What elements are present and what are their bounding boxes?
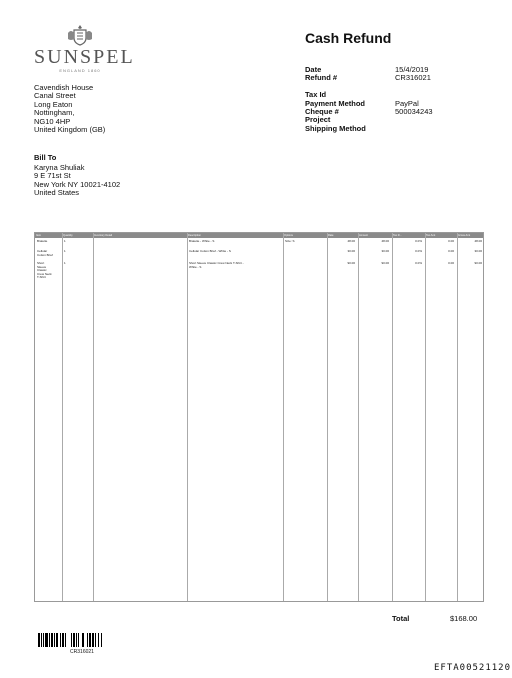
meta-label: Cheque # <box>305 107 339 117</box>
table-cell-qty: 1 <box>64 239 66 243</box>
meta-value <box>395 125 433 133</box>
table-header <box>35 233 483 238</box>
table-cell-rate: 30.00 <box>347 249 355 253</box>
from-line: Long Eaton <box>34 99 73 109</box>
column-header: Gross Amt <box>458 234 471 237</box>
from-address <box>34 84 105 134</box>
column-divider <box>392 233 393 601</box>
table-cell-item: Cellular Cotton Brief <box>37 249 53 257</box>
table-cell-taxr: 0.0% <box>415 239 422 243</box>
meta-value <box>395 83 433 91</box>
column-divider <box>93 233 94 601</box>
table-cell-qty: 1 <box>64 261 66 265</box>
meta-value <box>395 116 433 124</box>
bill-to-address <box>34 164 120 198</box>
column-header: Tax R... <box>393 234 402 237</box>
table-cell-taxr: 0.0% <box>415 249 422 253</box>
from-line: Nottingham, <box>34 108 75 118</box>
from-line: NG10 4HP <box>34 116 71 126</box>
meta-labels <box>305 66 366 133</box>
table-cell-taxamt: 0.00 <box>448 249 454 253</box>
table-cell-desc: Short Sleeve Classic Crew Neck T-Shirt - White - S <box>189 261 244 269</box>
brand-established: ENGLAND 1860 <box>59 68 101 73</box>
table-cell-item: Bralette <box>37 239 48 243</box>
table-cell-desc: Cellular Cotton Brief - White - S <box>189 249 231 253</box>
barcode-text: CR316021 <box>70 649 94 655</box>
meta-label: Date <box>305 65 322 74</box>
column-divider <box>327 233 328 601</box>
column-divider <box>187 233 188 601</box>
billto-line: United States <box>34 188 80 198</box>
brand-name: SUNSPEL <box>34 46 135 68</box>
table-cell-desc: Bralette - White - S <box>189 239 215 243</box>
billto-line: Karyna Shuliak <box>34 163 85 172</box>
document-title: Cash Refund <box>305 30 392 46</box>
meta-label: Refund # <box>305 73 338 83</box>
meta-label: Shipping Method <box>305 123 366 133</box>
column-header: Item <box>36 234 42 237</box>
column-header: Amount <box>359 234 368 237</box>
table-cell-gross: 48.00 <box>474 239 482 243</box>
meta-value: 15/4/2019 <box>395 65 429 74</box>
column-divider <box>62 233 63 601</box>
meta-label: Project <box>305 115 331 125</box>
from-line: Canal Street <box>34 91 76 101</box>
meta-value: CR316021 <box>395 73 431 83</box>
brand-logo <box>34 24 135 73</box>
barcode <box>38 633 126 647</box>
meta-value: PayPal <box>395 98 419 108</box>
meta-values <box>395 66 433 133</box>
line-items-table <box>34 232 484 602</box>
table-cell-rate: 90.00 <box>347 261 355 265</box>
crest-icon <box>66 24 94 46</box>
table-cell-taxamt: 0.00 <box>448 261 454 265</box>
total-value: $168.00 <box>450 614 478 623</box>
table-cell-qty: 1 <box>64 249 66 253</box>
column-divider <box>457 233 458 601</box>
meta-value: 500034243 <box>395 107 433 117</box>
from-line: Cavendish House <box>34 83 94 92</box>
meta-label: Tax Id <box>305 90 327 100</box>
table-cell-amount: 48.00 <box>381 239 389 243</box>
total-label: Total <box>392 614 410 623</box>
table-cell-rate: 48.00 <box>347 239 355 243</box>
table-cell-amount: 30.00 <box>381 249 389 253</box>
table-cell-gross: 30.00 <box>474 249 482 253</box>
document-id: EFTA00521120 <box>434 663 512 673</box>
column-header: Description <box>188 234 201 237</box>
column-divider <box>283 233 284 601</box>
billto-line: New York NY 10021-4102 <box>34 179 121 189</box>
column-divider <box>358 233 359 601</box>
column-header: Options <box>284 234 293 237</box>
table-cell-gross: 90.00 <box>474 261 482 265</box>
table-cell-taxr: 0.0% <box>415 261 422 265</box>
column-header: Quantity <box>63 234 73 237</box>
table-cell-opt: Size: S <box>285 239 295 243</box>
column-header: Rate <box>328 234 334 237</box>
meta-label: Payment Method <box>305 98 366 108</box>
column-divider <box>425 233 426 601</box>
from-line: United Kingdom (GB) <box>34 125 106 135</box>
billto-line: 9 E 71st St <box>34 171 71 181</box>
column-header: Inventory Detail <box>94 234 113 237</box>
table-cell-amount: 90.00 <box>381 261 389 265</box>
table-cell-taxamt: 0.00 <box>448 239 454 243</box>
column-header: Tax Amt <box>426 234 436 237</box>
bill-to-label: Bill To <box>34 153 57 162</box>
table-cell-item: Short Sleeve Classic Crew Neck T-Shirt <box>37 261 52 280</box>
